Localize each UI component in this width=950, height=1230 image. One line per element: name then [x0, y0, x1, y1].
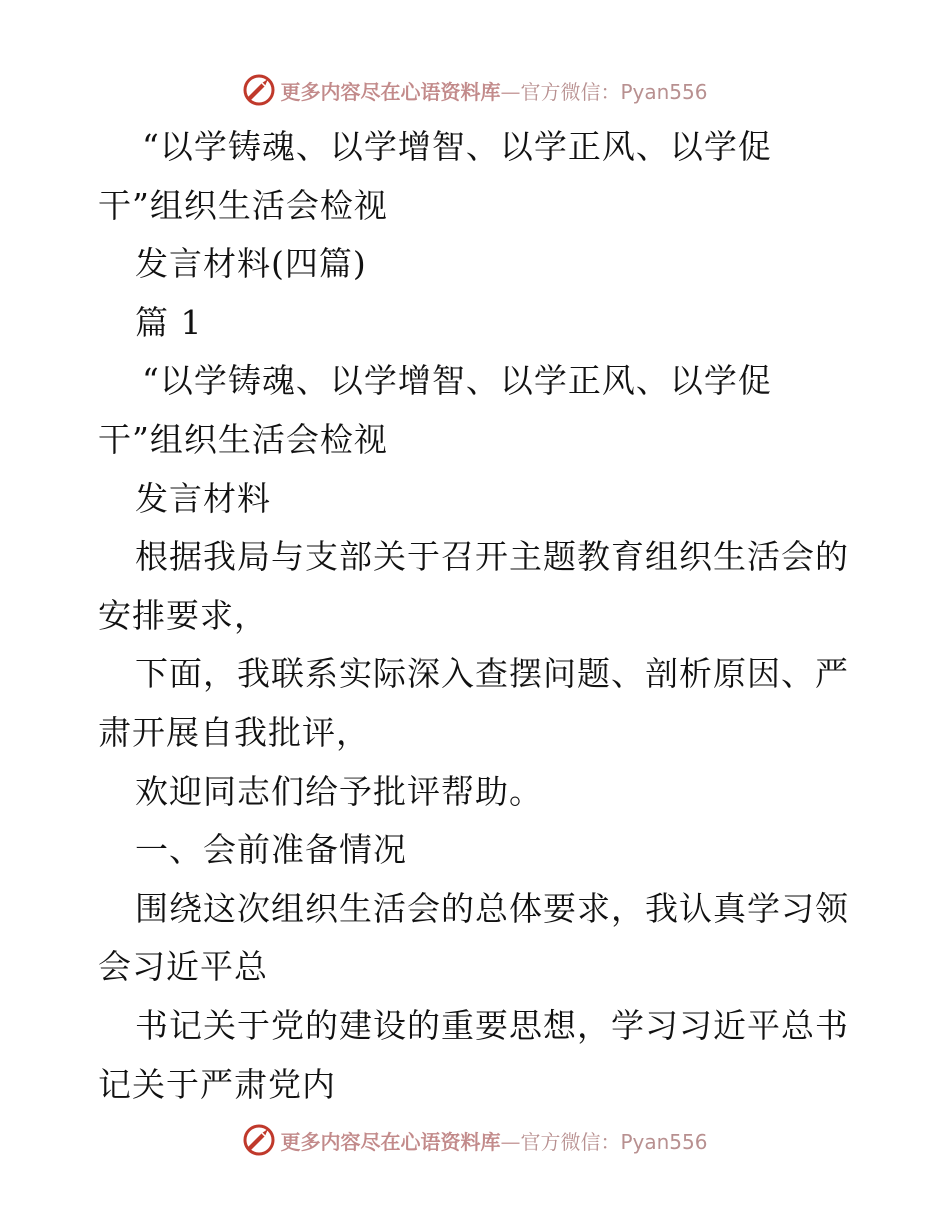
paragraph-line: 肃开展自我批评，	[98, 712, 370, 752]
banner-site-name: 更多内容尽在心语资料库	[280, 1129, 501, 1154]
heading-line: 一、会前准备情况	[135, 830, 407, 870]
paragraph-line: 记关于严肃党内	[98, 1064, 336, 1104]
paragraph-line: 会习近平总	[98, 947, 268, 987]
document-body	[98, 118, 858, 1114]
paragraph-line: 根据我局与支部关于召开主题教育组织生活会的	[135, 537, 849, 577]
banner-separator: —	[500, 1129, 521, 1154]
banner-wechat: 官方微信：Pyan556	[520, 1129, 708, 1154]
paragraph-line: 欢迎同志们给予批评帮助。	[135, 771, 543, 811]
title-line-3: 发言材料(四篇)	[135, 244, 367, 284]
section-label: 篇 1	[135, 302, 203, 342]
banner-separator: —	[500, 79, 521, 104]
logo-icon	[242, 1123, 276, 1157]
footer-watermark-banner	[0, 1120, 950, 1160]
logo-icon	[242, 73, 276, 107]
subtitle-line-2: 干”组织生活会检视	[98, 419, 388, 459]
paragraph-line: 下面，我联系实际深入查摆问题、剖析原因、严	[135, 654, 849, 694]
paragraph-line: 安排要求，	[98, 595, 268, 635]
title-line-1: “以学铸魂、以学增智、以学正风、以学促	[142, 127, 772, 166]
banner-site-name: 更多内容尽在心语资料库	[280, 79, 501, 104]
header-watermark-banner	[0, 70, 950, 110]
banner-wechat: 官方微信：Pyan556	[520, 79, 708, 104]
paragraph-line: 围绕这次组织生活会的总体要求，我认真学习领	[135, 888, 849, 928]
paragraph-line: 书记关于党的建设的重要思想，学习习近平总书	[135, 1005, 849, 1045]
subtitle-line-3: 发言材料	[135, 478, 271, 518]
banner-text	[280, 76, 707, 105]
subtitle-line-1: “以学铸魂、以学增智、以学正风、以学促	[142, 361, 772, 401]
banner-text	[280, 1126, 707, 1155]
title-line-2: 干”组织生活会检视	[98, 185, 388, 225]
